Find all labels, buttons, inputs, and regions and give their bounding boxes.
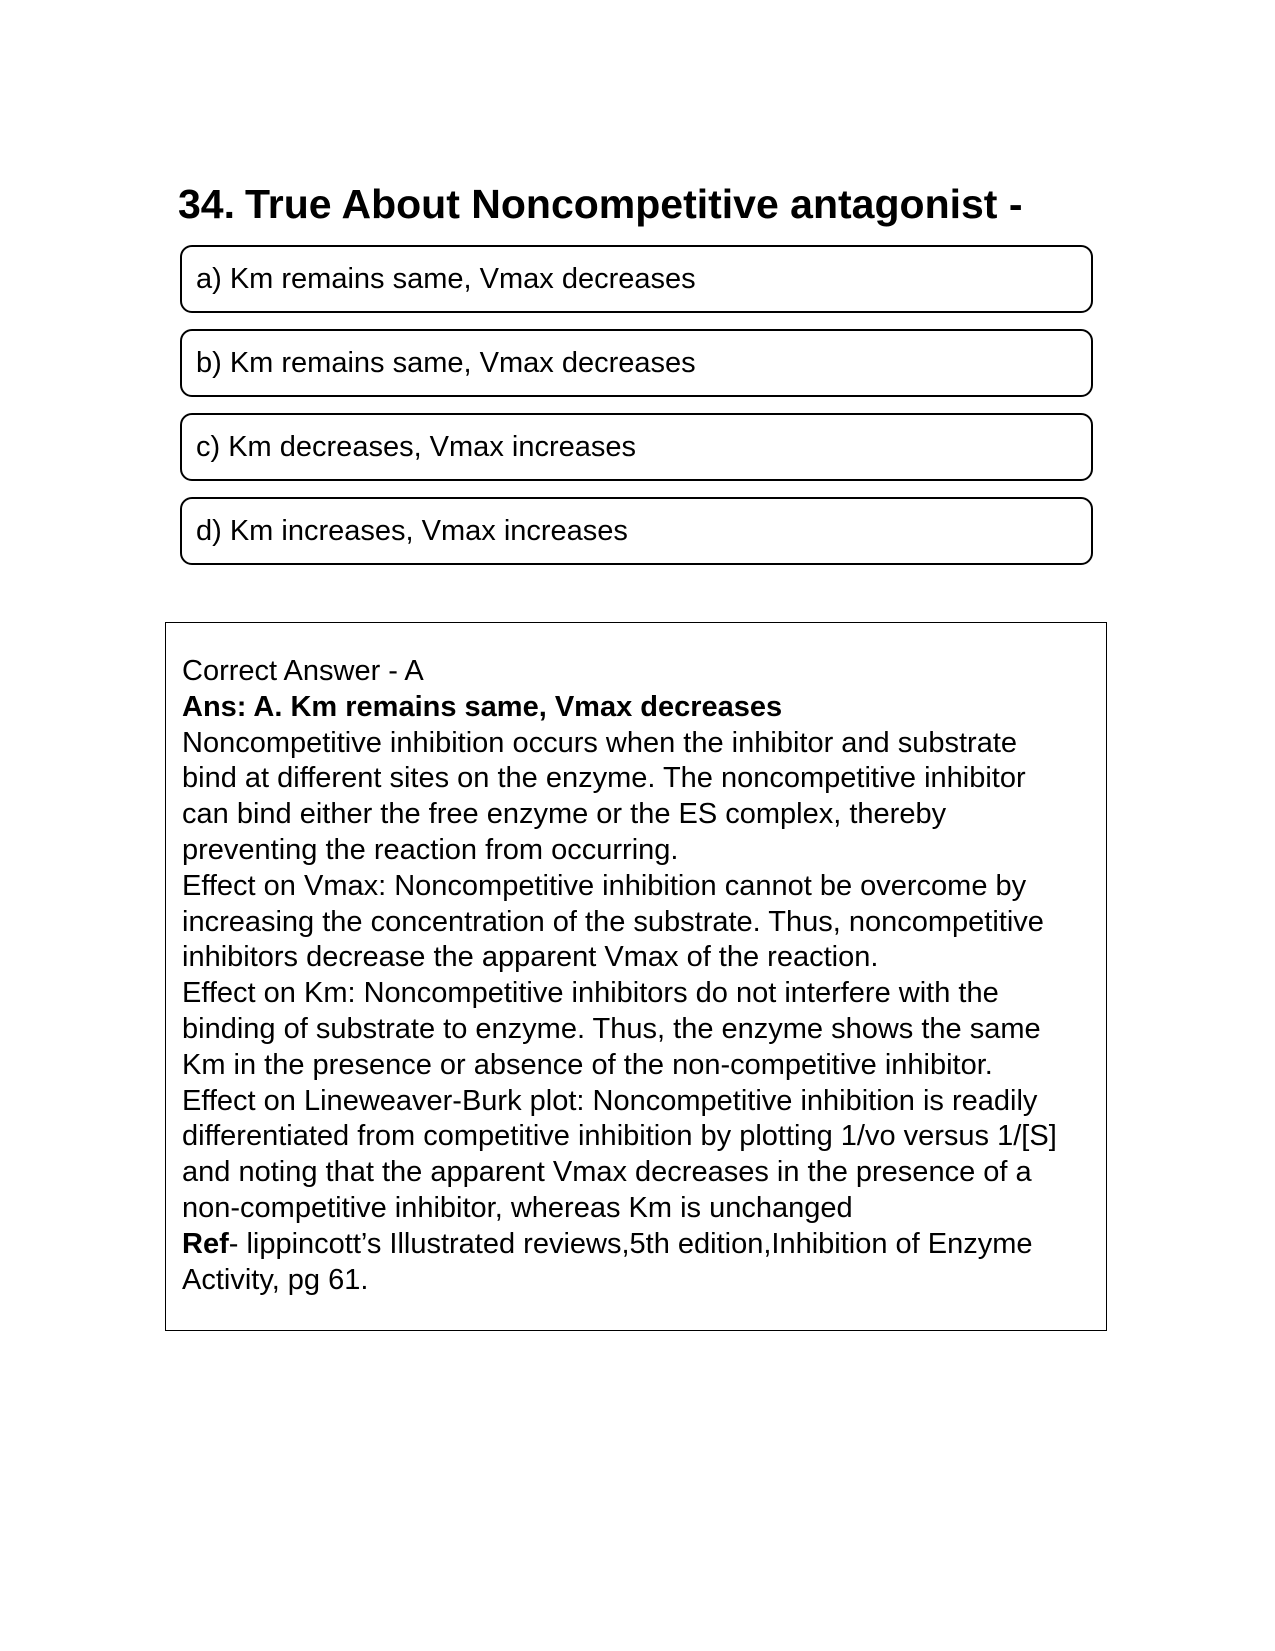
- explanation-line: Effect on Lineweaver-Burk plot: Noncompetitive inhibition is readily: [182, 1084, 1038, 1117]
- options-list: [180, 245, 1093, 581]
- option-d[interactable]: d) Km increases, Vmax increases: [180, 497, 1093, 565]
- explanation-line: increasing the concentration of the substrate. Thus, noncompetitive: [182, 905, 1044, 938]
- option-b[interactable]: b) Km remains same, Vmax decreases: [180, 329, 1093, 397]
- explanation-line: and noting that the apparent Vmax decreases in the presence of a: [182, 1156, 1032, 1189]
- explanation-line: Effect on Vmax: Noncompetitive inhibition cannot be overcome by: [182, 869, 1027, 902]
- answer-heading: Ans: A. Km remains same, Vmax decreases: [182, 690, 783, 723]
- option-c[interactable]: c) Km decreases, Vmax increases: [180, 413, 1093, 481]
- question-text: True About Noncompetitive antagonist -: [245, 181, 1023, 227]
- explanation-line: binding of substrate to enzyme. Thus, the enzyme shows the same: [182, 1012, 1041, 1045]
- question-title: [178, 178, 1023, 230]
- explanation-line: Km in the presence or absence of the non-competitive inhibitor.: [182, 1048, 993, 1081]
- reference-label: Ref: [182, 1227, 229, 1260]
- explanation-line: can bind either the free enzyme or the ES complex, thereby: [182, 798, 947, 831]
- explanation-line: differentiated from competitive inhibition by plotting 1/vo versus 1/[S]: [182, 1120, 1057, 1153]
- question-number: 34.: [178, 181, 235, 227]
- explanation-line: inhibitors decrease the apparent Vmax of the reaction.: [182, 941, 879, 974]
- option-a[interactable]: a) Km remains same, Vmax decreases: [180, 245, 1093, 313]
- reference-text: - lippincott’s Illustrated reviews,5th edition,Inhibition of Enzyme: [228, 1227, 1033, 1260]
- answer-explanation-box: [165, 622, 1107, 1331]
- reference-text-continued: Activity, pg 61.: [182, 1263, 369, 1296]
- explanation-line: non-competitive inhibitor, whereas Km is unchanged: [182, 1191, 853, 1224]
- explanation-line: Noncompetitive inhibition occurs when the inhibitor and substrate: [182, 726, 1018, 759]
- correct-answer-label: Correct Answer - A: [182, 655, 424, 687]
- reference-line: [182, 1227, 1092, 1263]
- explanation-line: Effect on Km: Noncompetitive inhibitors do not interfere with the: [182, 977, 999, 1010]
- explanation-line: preventing the reaction from occurring.: [182, 833, 679, 866]
- explanation-line: bind at different sites on the enzyme. The noncompetitive inhibitor: [182, 762, 1026, 795]
